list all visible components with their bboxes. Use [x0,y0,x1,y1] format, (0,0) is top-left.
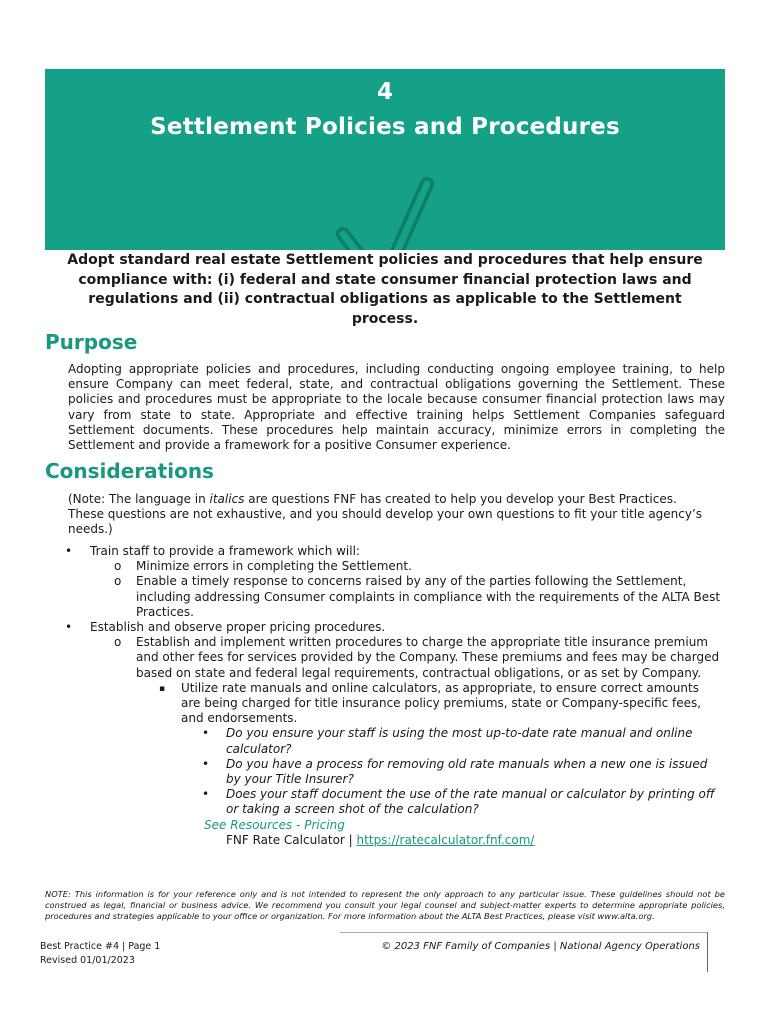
question-text: Do you have a process for removing old rate manuals when a new one is issued by your Title Insurer? [226,756,708,787]
chapter-title: Settlement Policies and Procedures [150,114,620,140]
note-text-italic: italics [209,492,245,506]
chapter-number: 4 [376,79,393,105]
bullet: • [202,787,210,802]
list-item [114,635,721,681]
list-item-text: Train staff to provide a framework which will: [90,544,360,558]
considerations-list [0,544,770,848]
question-item [202,726,721,756]
page-number: Best Practice #4 | Page 1 [40,941,161,952]
list-item [65,544,710,559]
list-item-text: Enable a timely response to concerns raised by any of the parties following the Settlement, including addressing Consumer complaints in compliance with the requirements of the ALTA Best Practices. [136,574,721,619]
bullet: • [65,544,73,558]
list-item-text: Establish and implement written procedures to charge the appropriate title insurance premium and other fees for services provided by the Company. These premiums and fees may be charged based on state and federal legal requirements, contractual obligations, or as set by Company. [136,635,720,680]
considerations-heading: Considerations [45,459,214,483]
list-item [114,574,721,620]
rate-calculator-line [226,833,770,848]
note-text-after: are questions FNF has created to help you develop your Best Practices. These questions are not exhaustive, and you should develop your own questions to fit your title agency’s needs.) [68,492,703,536]
purpose-text: Adopting appropriate policies and procedures, including conducting ongoing employee training, to help ensure Company can meet federal, state, and contractual obligations governing the Settlement. These policies and procedures must be appropriate to the locale because consumer financial protection laws may vary from state to state. Appropriate and effective training helps Settlement Companies safeguard Settlement documents. These procedures help maintain accuracy, minimize errors in completing the Settlement and provide a framework for a positive Consumer experience. [68,362,725,453]
purpose-heading: Purpose [45,330,138,354]
question-item [202,756,721,787]
list-item-text: Utilize rate manuals and online calculators, as appropriate, to ensure correct amounts are being charged for title insurance policy premiums, state or Company-specific fees, and endorsements. [181,680,702,726]
list-item-text: Establish and observe proper pricing procedures. [90,620,386,635]
list-item [114,559,721,574]
question-text: Do you ensure your staff is using the most up-to-date rate manual and online calculator? [226,726,693,756]
list-item [159,680,716,727]
footer-page-info [40,940,160,968]
bullet: o [114,574,122,589]
checkmark-icon [335,164,435,250]
bullet: o [114,635,122,650]
question-text: Does your staff document the use of the rate manual or calculator by printing off or taking a screen shot of the calculation? [226,787,715,817]
considerations-note [68,492,708,537]
disclaimer-note: NOTE: This information is for your reference only and is not intended to represent the only approach to any particular issue. These guidelines should not be construed as legal, financial or business advice. We recommend you consult your legal counsel and subject-matter experts to determine appropriate policies, procedures and strategies applicable to your office or organization. For more information about the ALTA Best Practices, please visit www.alta.org. [45,889,725,921]
bullet: • [202,726,210,741]
bullet: o [114,559,122,574]
bullet: ▪ [159,683,166,694]
rate-calculator-label: FNF Rate Calculator | [226,832,357,847]
footer-copyright: © 2023 FNF Family of Companies | National Agency Operations [381,941,700,952]
list-item-text: Minimize errors in completing the Settlement. [136,559,412,574]
bullet: • [202,756,210,771]
footer-divider [340,932,707,933]
chapter-banner [45,69,725,250]
revised-date: Revised 01/01/2023 [40,955,135,966]
bullet: • [65,620,73,635]
resources-pricing-link[interactable]: See Resources - Pricing [204,817,345,832]
lead-statement: Adopt standard real estate Settlement policies and procedures that help ensure compliance with: (i) federal and state consumer financial protection laws and regulations and (ii) contractual obligations as applicable to the Settlement process. [67,252,703,327]
list-item [65,620,710,635]
rate-calculator-link[interactable]: https://ratecalculator.fnf.com/ [356,832,535,847]
note-text-before: (Note: The language in [68,492,210,506]
question-item [202,787,721,817]
footer-vertical-rule [707,932,708,972]
